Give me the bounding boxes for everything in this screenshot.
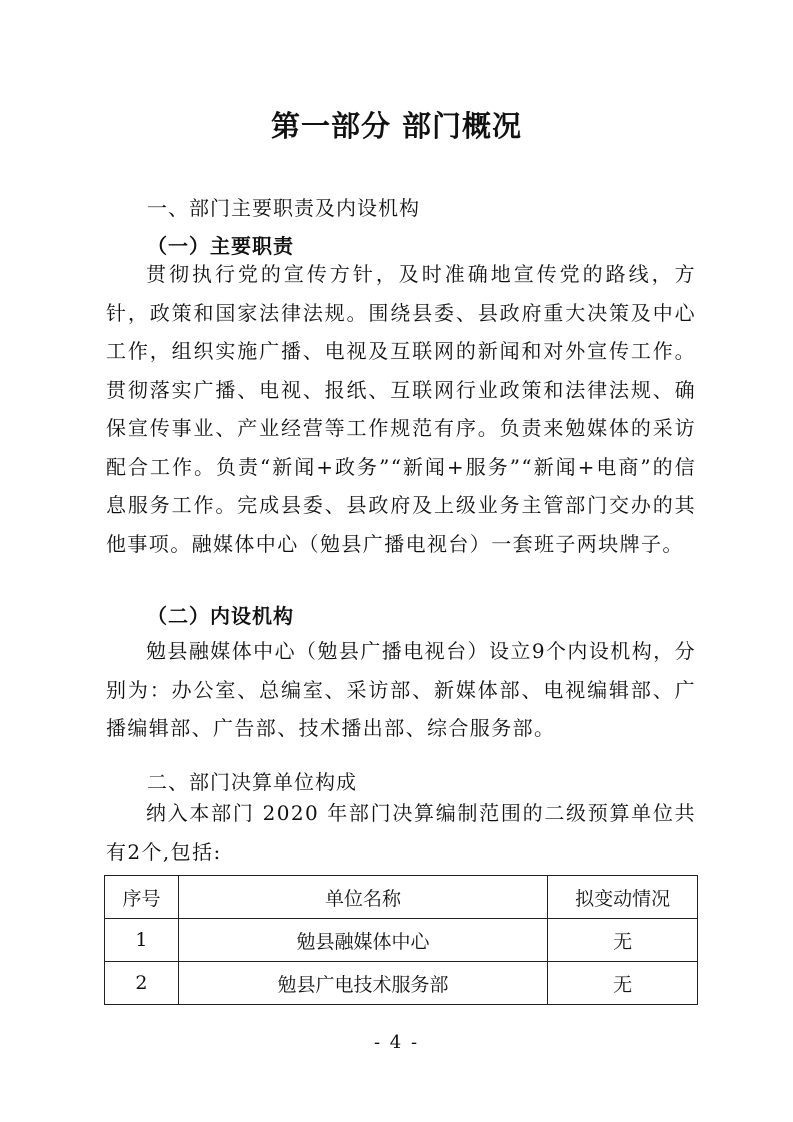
page-number: - 4 -: [373, 1032, 420, 1053]
section-heading-budget-units: 二、部门决算单位构成: [147, 770, 357, 794]
table-row: [105, 919, 698, 962]
table-row: [105, 962, 698, 1005]
column-header-serial: 序号: [105, 876, 179, 919]
paragraph-budget-units: 纳入本部门 2020 年部门决算编制范围的二级预算单位共有2个,包括:: [106, 801, 696, 864]
paragraph-internal-institutions: 勉县融媒体中心（勉县广播电视台）设立9个内设机构，分别为：办公室、总编室、采访部、新媒体部、电视编辑部、广播编辑部、广告部、技术播出部、综合服务部。: [106, 639, 696, 740]
cell-unit-name: 勉县融媒体中心: [178, 919, 547, 962]
subheading-internal-institutions: （二）内设机构: [147, 604, 294, 628]
paragraph-main-duties: 贯彻执行党的宣传方针，及时准确地宣传党的路线，方针，政策和国家法律法规。围绕县委、县政府重大决策及中心工作，组织实施广播、电视及互联网的新闻和对外宣传工作。贯彻落实广播、电视、报纸、互联网行业政策和法律法规、确保宣传事业、产业经营等工作规范有序。负责来勉媒体的采访配合工作。负责“新闻+政务”“新闻+服务”“新闻+电商”的信息服务工作。完成县委、县政府及上级业务主管部门交办的其他事项。融媒体中心（勉县广播电视台）一套班子两块牌子。: [106, 262, 696, 556]
page-title: 第一部分 部门概况: [270, 109, 523, 143]
subheading-main-duties: （一）主要职责: [147, 234, 294, 258]
cell-serial: 2: [105, 962, 179, 1005]
section-heading-duties-and-structure: 一、部门主要职责及内设机构: [147, 196, 420, 220]
budget-units-table: [104, 875, 698, 1005]
cell-change-status: 无: [548, 919, 698, 962]
cell-unit-name: 勉县广电技术服务部: [178, 962, 547, 1005]
column-header-unit-name: 单位名称: [178, 876, 547, 919]
table-header-row: [105, 876, 698, 919]
cell-serial: 1: [105, 919, 179, 962]
column-header-change-status: 拟变动情况: [548, 876, 698, 919]
cell-change-status: 无: [548, 962, 698, 1005]
